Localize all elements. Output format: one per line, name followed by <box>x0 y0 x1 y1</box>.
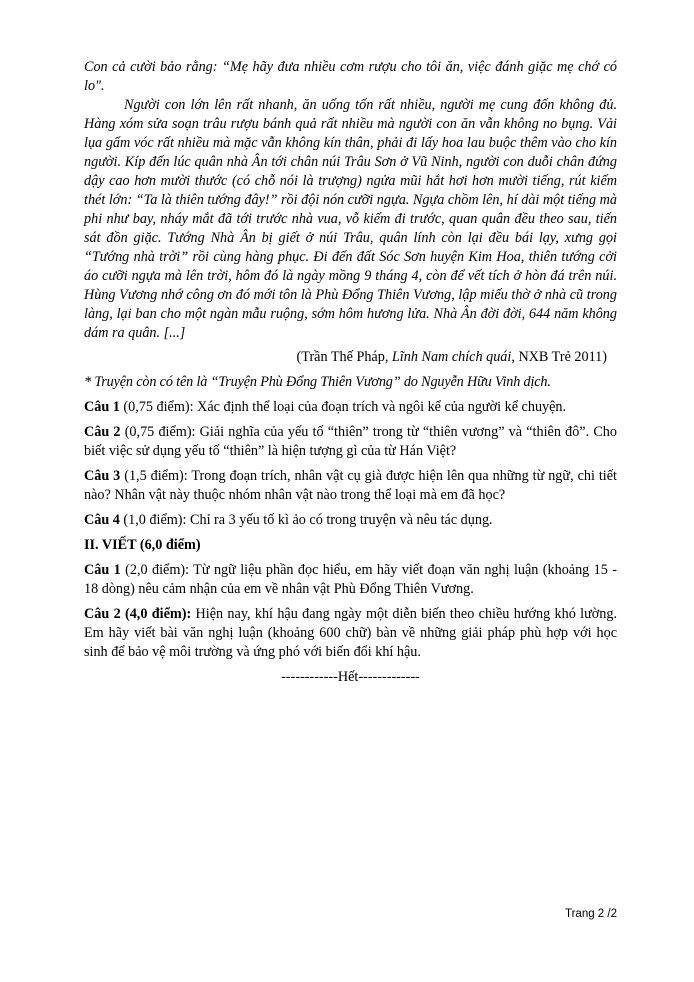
question-label: Câu 1 <box>84 562 121 578</box>
translator-note: * Truyện còn có tên là “Truyện Phù Đổng Thiên Vương” do Nguyễn Hữu Vinh dịch. <box>84 374 551 390</box>
source-citation <box>84 348 617 367</box>
question-text: (1,5 điểm): Trong đoạn trích, nhân vật cụ già được hiện lên qua những từ ngữ, chi tiết nào? Nhân vật này thuộc nhóm nhân vật nào trong thể loại mà em đã học? <box>84 468 617 503</box>
writing-question <box>84 605 617 662</box>
question-label: Câu 1 <box>84 399 120 415</box>
passage-paragraph-2: Người con lớn lên rất nhanh, ăn uống tốn rất nhiều, người mẹ cung đốn không đủ. Hàng xóm sửa soạn trâu rượu bánh quả rất nhiều mà người con ăn vẫn không no bụng. Vải lụa gấm vóc rất nhiều mà mặc vẫn không kín thân, phải đi lấy hoa lau buộc thêm vào cho kín người. Kíp đến lúc quân nhà Ân tới chân núi Trâu Sơn ở Vũ Ninh, người con duỗi chân đứng dậy cao hơn mười thước (có chỗ nói là trượng) ngửa mũi hắt hơi hơn mười tiếng, rút kiếm thét lớn: “Ta là thiên tướng đây!” rồi đội nón cưỡi ngựa. Ngựa chồm lên, hí dài một tiếng mà phi như bay, nháy mắt đã tới trước nhà vua, vỗ kiếm đi trước, quan quân đều theo sau, tiến sát đồn giặc. Tướng Nhà Ân bị giết ở núi Trâu, quân lính còn lại đều bái lạy, xưng gọi “Tướng nhà trời” rồi cùng hàng phục. Đi đến đất Sóc Sơn huyện Kim Hoa, thiên tướng cởi áo cưỡi ngựa mà lên trời, hôm đó là ngày mồng 9 tháng 4, còn để vết tích ở hòn đá trên núi. Hùng Vương nhớ công ơn đó mới tôn là Phù Đổng Thiên Vương, lập miếu thờ ở nhà cũ trong làng, lại ban cho một ngàn mẫu ruộng, sớm hôm hương lửa. Nhà Ân đời đời, 644 năm không dám ra quân. [...] <box>84 97 617 341</box>
question-text: (0,75 điểm): Xác định thể loại của đoạn trích và ngôi kể của người kể chuyện. <box>119 399 567 415</box>
question-text: Hiện nay, khí hậu đang ngày một diễn biến theo chiều hướng khó lường. Em hãy viết bài văn nghị luận (khoảng 600 chữ) bàn về những giải pháp phù hợp với học sinh để bảo vệ môi trường và ứng phó với biến đổi khí hậu. <box>84 606 617 660</box>
question-label: Câu 3 <box>84 468 121 484</box>
reading-question <box>84 467 617 505</box>
writing-section-title: II. VIẾT (6,0 điểm) <box>84 537 201 553</box>
question-label: Câu 2 <box>84 424 121 440</box>
writing-question <box>84 561 617 599</box>
end-mark: ------------Hết------------- <box>281 669 420 685</box>
page-content <box>84 58 617 687</box>
source-author: (Trần Thế Pháp, <box>296 349 392 365</box>
question-text: (0,75 điểm): Giải nghĩa của yếu tố “thiên” trong từ “thiên vương” và “thiên đô”. Cho biết việc sử dụng yếu tố “thiên” là hiện tượng gì của từ Hán Việt? <box>84 424 617 459</box>
question-text: (2,0 điểm): Từ ngữ liệu phần đọc hiểu, em hãy viết đoạn văn nghị luận (khoảng 15 - 18 dòng) nêu cảm nhận của em về nhân vật Phù Đổng Thiên Vương. <box>84 562 617 597</box>
reading-question <box>84 423 617 461</box>
source-book-title: Lĩnh Nam chích quái <box>391 349 512 365</box>
source-publisher: , NXB Trẻ 2011) <box>511 349 607 365</box>
passage-paragraph-1: Con cả cười bảo rằng: “Mẹ hãy đưa nhiều cơm rượu cho tôi ăn, việc đánh giặc mẹ chớ có lo". <box>84 59 617 94</box>
reading-question <box>84 398 617 417</box>
page-number: Trang 2 /2 <box>565 908 617 920</box>
question-text: (1,0 điểm): Chỉ ra 3 yếu tố kì ảo có trong truyện và nêu tác dụng. <box>119 512 493 528</box>
question-label: Câu 2 (4,0 điểm): <box>84 606 192 622</box>
reading-question <box>84 511 617 530</box>
question-label: Câu 4 <box>84 512 120 528</box>
